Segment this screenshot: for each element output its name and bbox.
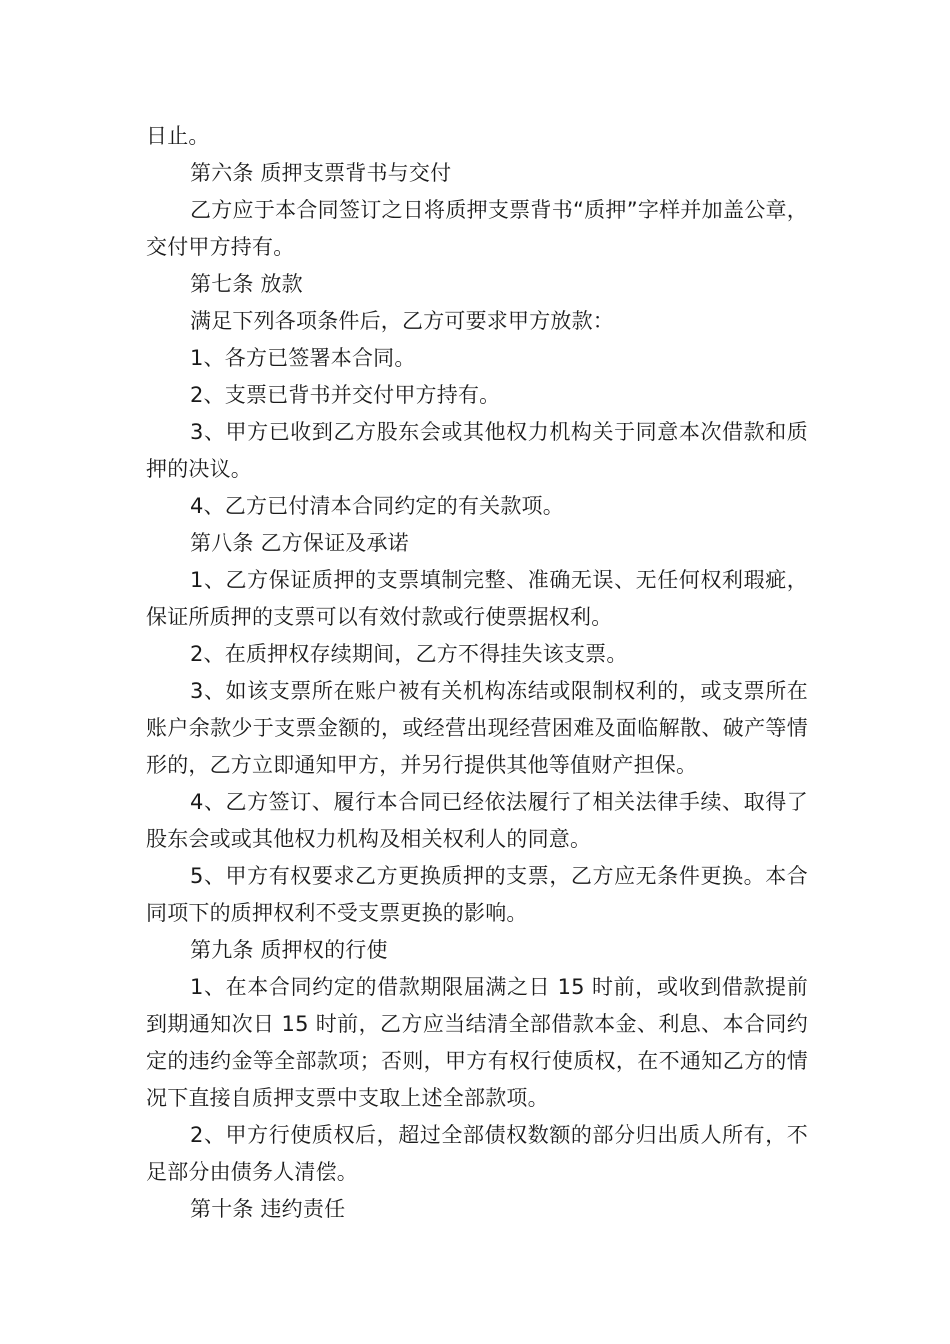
- list-item: 1、各方已签署本合同。: [190, 346, 416, 370]
- list-item: 2、甲方行使质权后，超过全部债权数额的部分归出质人所有，不足部分由债务人清偿。: [146, 1123, 808, 1184]
- list-item: 5、甲方有权要求乙方更换质押的支票，乙方应无条件更换。本合同项下的质押权利不受支票更换的影响。: [146, 864, 808, 925]
- paragraph: 满足下列各项条件后，乙方可要求甲方放款：: [190, 309, 614, 333]
- section-heading: 第九条 质押权的行使: [190, 938, 388, 962]
- list-item: 3、甲方已收到乙方股东会或其他权力机构关于同意本次借款和质押的决议。: [146, 420, 808, 481]
- list-item: 3、如该支票所在账户被有关机构冻结或限制权利的，或支票所在账户余款少于支票金额的，或经营出现经营困难及面临解散、破产等情形的，乙方立即通知甲方，并另行提供其他等值财产担保。: [146, 679, 808, 777]
- list-item: 2、支票已背书并交付甲方持有。: [190, 383, 501, 407]
- paragraph: 日止。: [146, 124, 210, 148]
- list-item: 4、乙方签订、履行本合同已经依法履行了相关法律手续、取得了股东会或或其他权力机构及相关权利人的同意。: [146, 790, 808, 851]
- list-item: 1、在本合同约定的借款期限届满之日 15 时前，或收到借款提前到期通知次日 15 时前，乙方应当结清全部借款本金、利息、本合同约定的违约金等全部款项；否则，甲方有权行使质权，在不通知乙方的情况下直接自质押支票中支取上述全部款项。: [146, 975, 808, 1110]
- section-heading: 第八条 乙方保证及承诺: [190, 531, 409, 555]
- section-heading: 第六条 质押支票背书与交付: [190, 161, 452, 185]
- list-item: 1、乙方保证质押的支票填制完整、准确无误、无任何权利瑕疵，保证所质押的支票可以有效付款或行使票据权利。: [146, 568, 808, 629]
- paragraph: 乙方应于本合同签订之日将质押支票背书“质押”字样并加盖公章，交付甲方持有。: [146, 198, 808, 259]
- section-heading: 第七条 放款: [190, 272, 303, 296]
- document-body: [146, 118, 808, 1228]
- section-heading: 第十条 违约责任: [190, 1197, 346, 1221]
- list-item: 4、乙方已付清本合同约定的有关款项。: [190, 494, 564, 518]
- list-item: 2、在质押权存续期间，乙方不得挂失该支票。: [190, 642, 628, 666]
